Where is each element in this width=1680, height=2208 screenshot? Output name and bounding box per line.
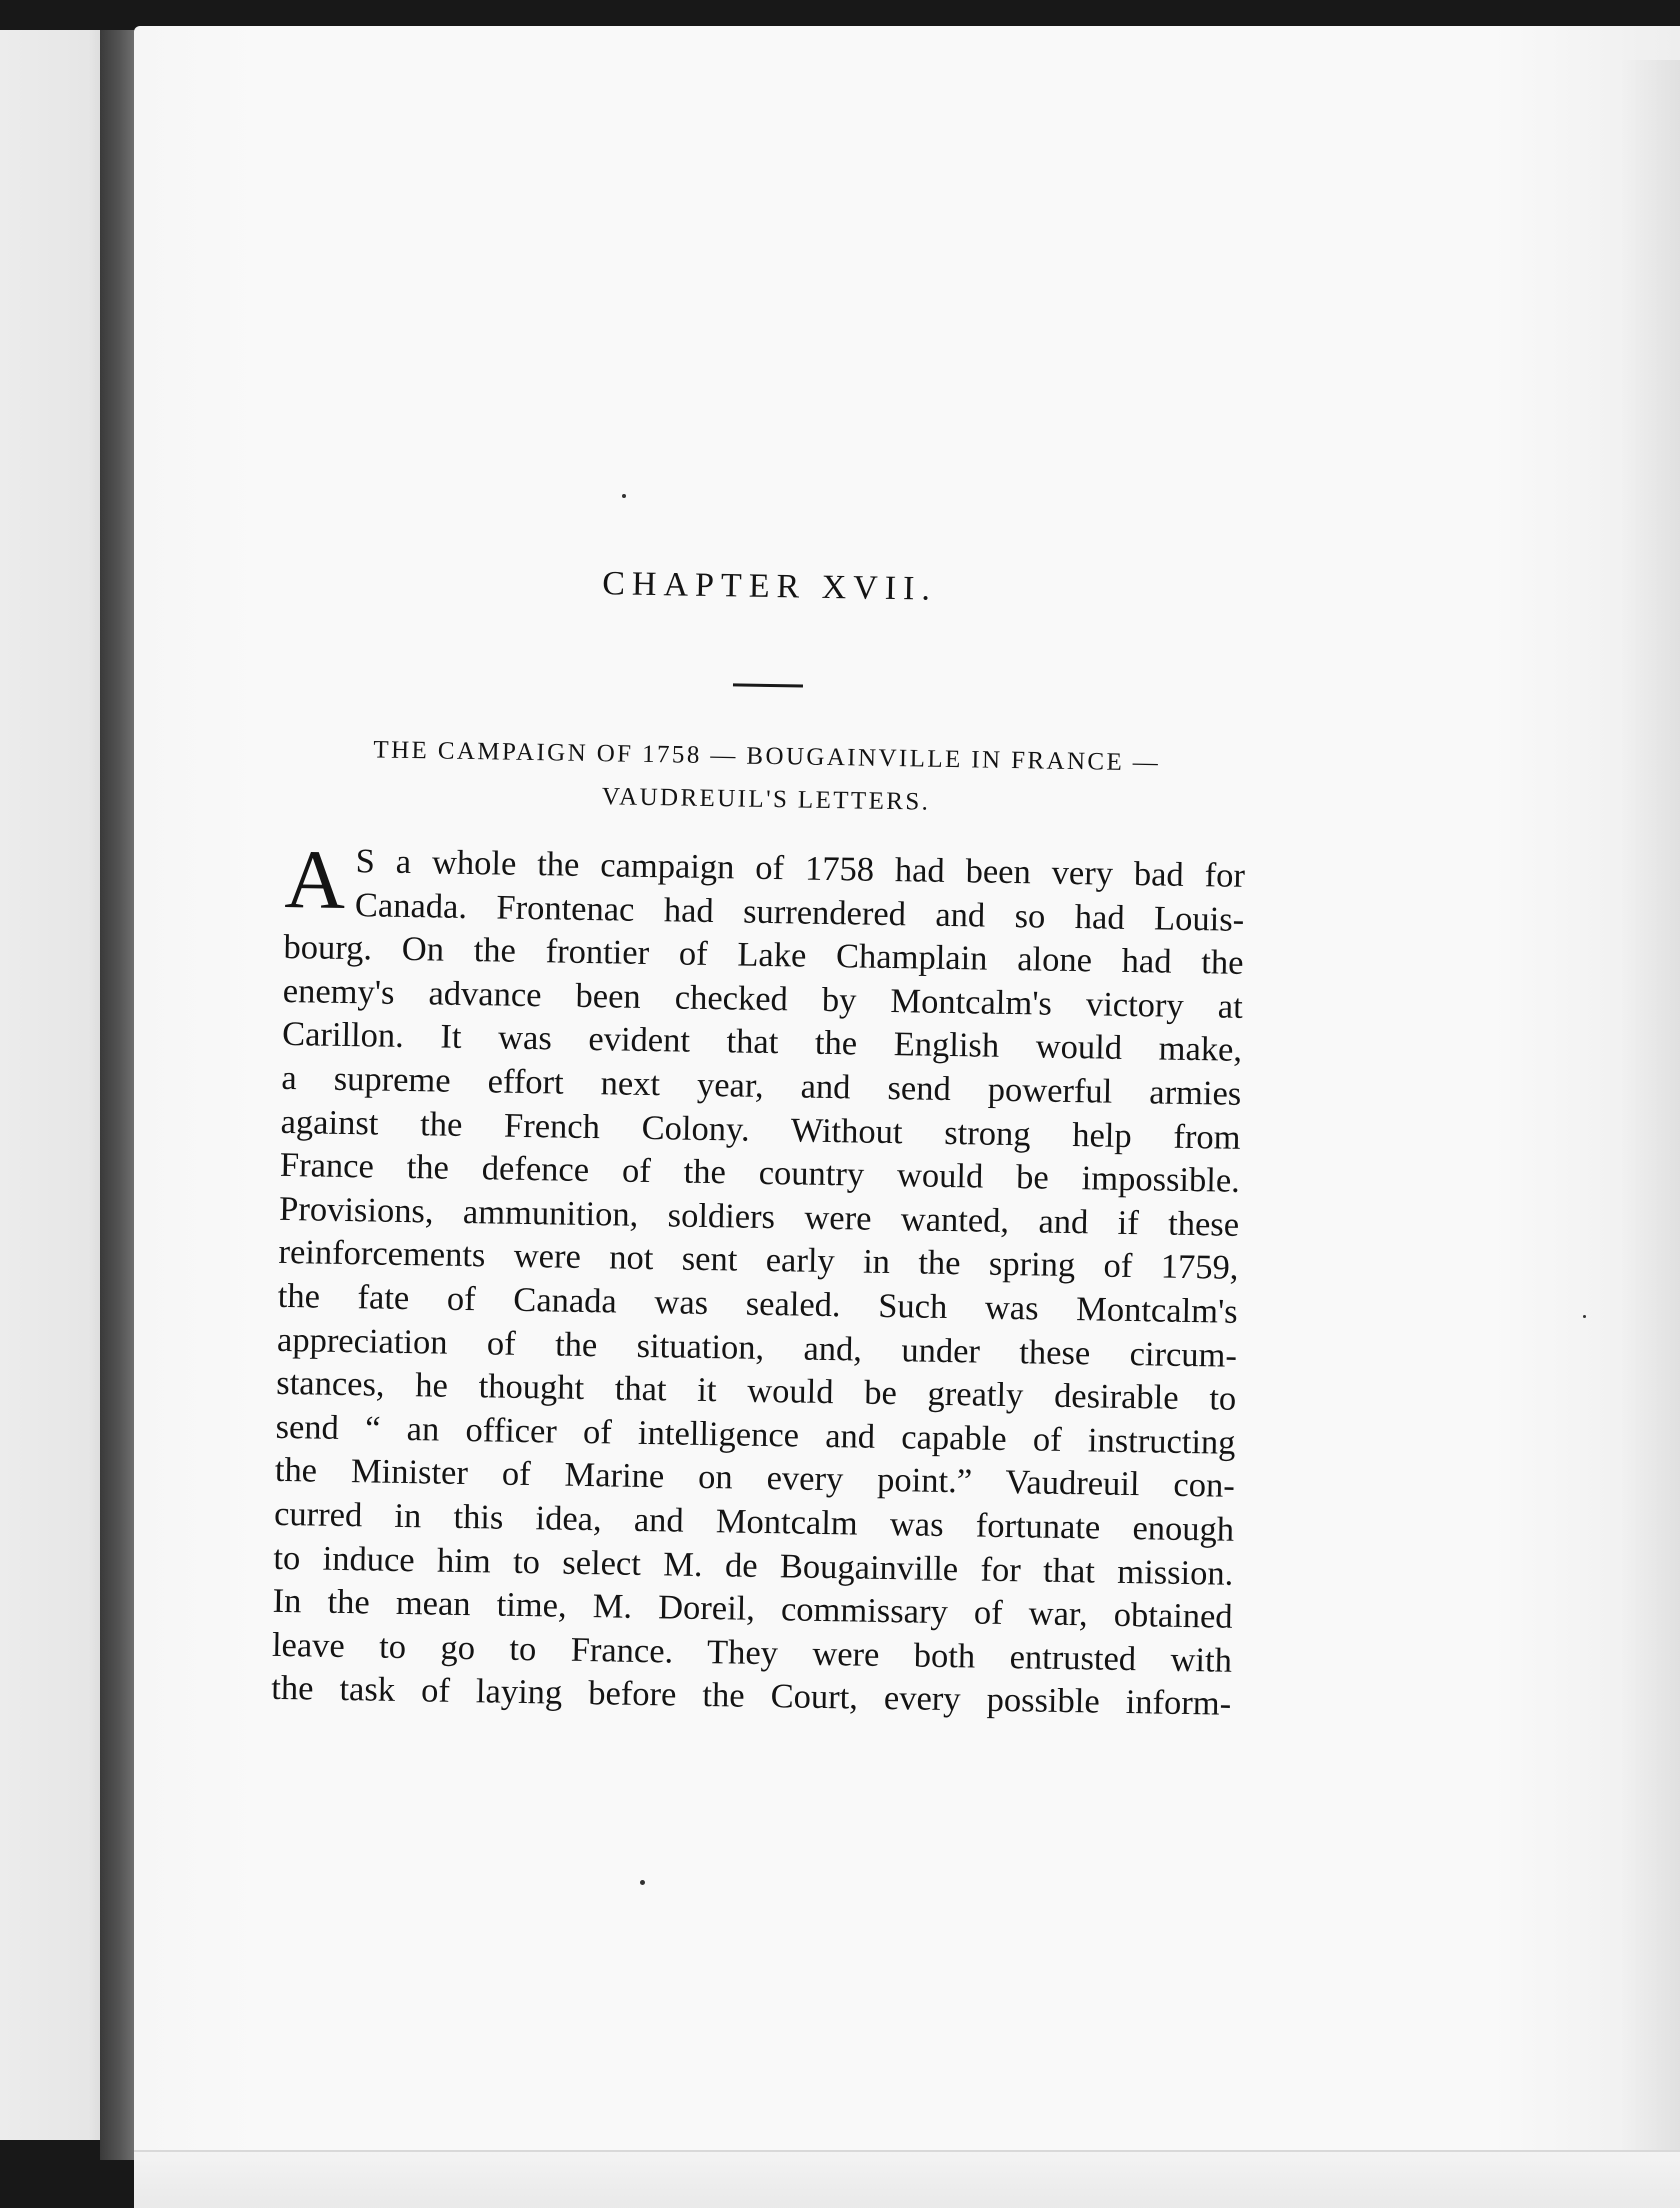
text-line: France the defence of the country would be impossible. bbox=[279, 1146, 1241, 1200]
text-line: stances, he thought that it would be greatly desirable to bbox=[276, 1364, 1237, 1418]
text-line: to induce him to select M. de Bougainville for that mission. bbox=[273, 1538, 1234, 1593]
heading-rule bbox=[733, 683, 803, 687]
summary-line: VAUDREUIL'S LETTERS. bbox=[601, 783, 931, 816]
text-line: a supreme effort next year, and send powerful armies bbox=[281, 1058, 1242, 1113]
page-edge-shadow bbox=[1620, 60, 1680, 2208]
dust-speck bbox=[1583, 1315, 1586, 1318]
summary-line: THE CAMPAIGN OF 1758 — BOUGAINVILLE IN FRANCE — bbox=[373, 736, 1161, 777]
text-line: Canada. Frontenac had surrendered and so had Louis- bbox=[354, 885, 1245, 939]
text-line: against the French Colony. Without strong help from bbox=[280, 1102, 1241, 1157]
text-line: send “ an officer of intelligence and capable of instructing bbox=[275, 1407, 1236, 1462]
text-line: the Minister of Marine on every point.” Vaudreuil con- bbox=[274, 1451, 1236, 1506]
text-line: Provisions, ammunition, soldiers were wanted, and if these bbox=[278, 1189, 1240, 1244]
text-line: the fate of Canada was sealed. Such was Montcalm's bbox=[277, 1276, 1238, 1331]
body-paragraph bbox=[270, 832, 1246, 1727]
text-line: S a whole the campaign of 1758 had been very bad for bbox=[355, 842, 1246, 895]
text-line: In the mean time, M. Doreil, commissary of war, obtained bbox=[272, 1581, 1233, 1636]
dust-speck bbox=[622, 494, 626, 498]
text-line: Carillon. It was evident that the English would make, bbox=[281, 1015, 1243, 1070]
text-line: appreciation of the situation, and, under these circum- bbox=[276, 1320, 1238, 1375]
text-line: the task of laying before the Court, every possible inform- bbox=[270, 1669, 1232, 1724]
page-content bbox=[271, 560, 1250, 1727]
chapter-heading: CHAPTER XVII. bbox=[601, 565, 938, 608]
dust-speck bbox=[640, 1880, 645, 1885]
text-line: bourg. On the frontier of Lake Champlain alone had the bbox=[283, 928, 1244, 983]
drop-cap: A bbox=[283, 832, 347, 927]
text-line: reinforcements were not sent early in the spring of 1759, bbox=[278, 1233, 1239, 1288]
page-bottom-edge bbox=[134, 2150, 1680, 2208]
text-line: enemy's advance been checked by Montcalm's victory at bbox=[282, 971, 1244, 1026]
text-line: leave to go to France. They were both entrusted with bbox=[271, 1625, 1233, 1680]
chapter-summary bbox=[286, 727, 1247, 829]
text-line: curred in this idea, and Montcalm was fortunate enough bbox=[273, 1494, 1235, 1549]
